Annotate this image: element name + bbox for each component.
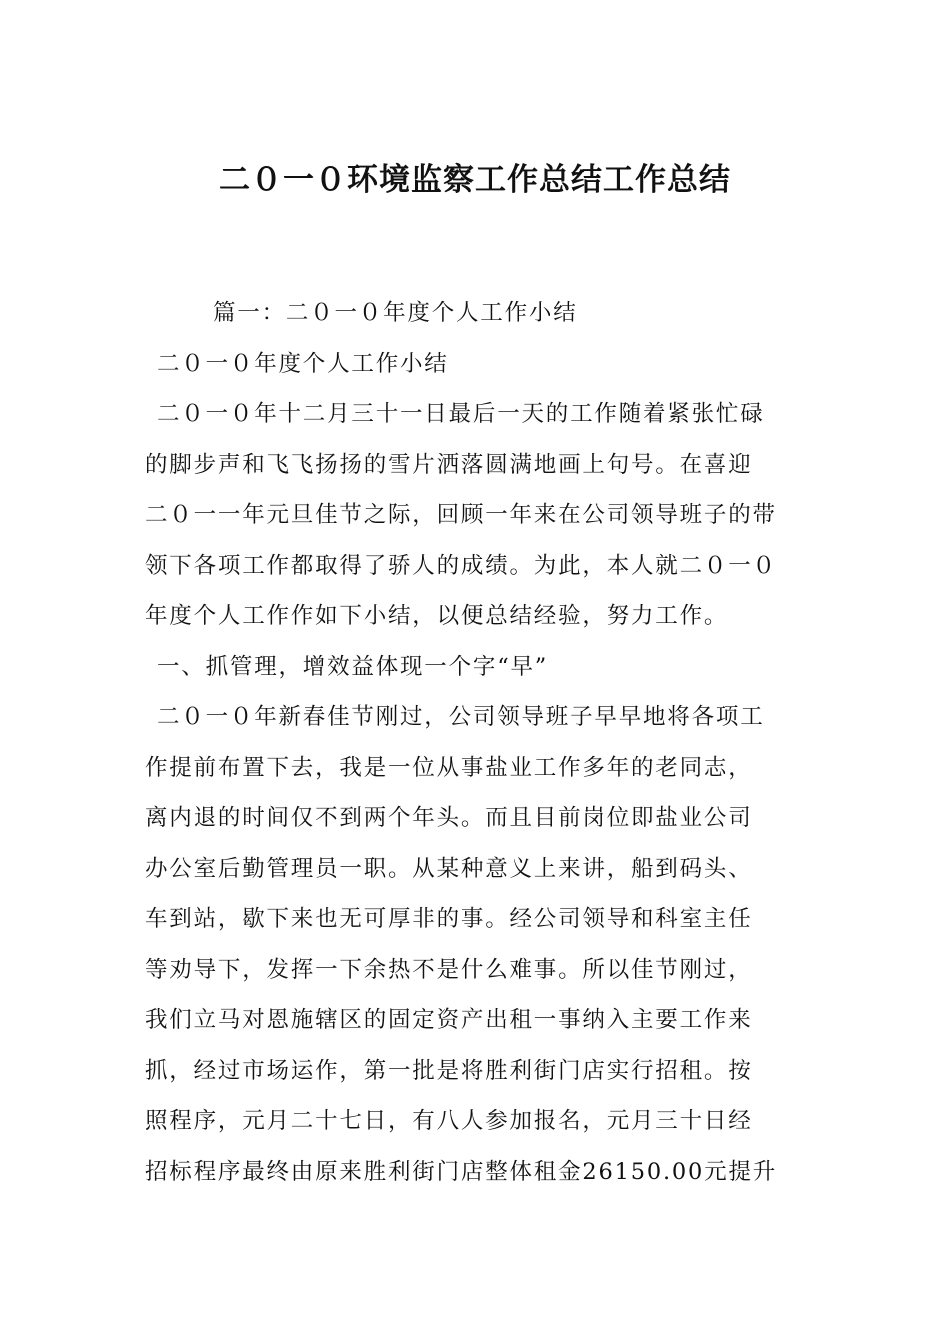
document-title: 二０一０环境监察工作总结工作总结 xyxy=(219,162,731,198)
paragraph-line: 年度个人工作作如下小结，以便总结经验，努力工作。 xyxy=(145,603,729,629)
paragraph-line: 的脚步声和飞飞扬扬的雪片洒落圆满地画上句号。在喜迎 xyxy=(145,451,753,478)
paragraph-line: 照程序，元月二十七日，有八人参加报名，元月三十日经 xyxy=(145,1108,753,1134)
subheading-line: 二０一０年度个人工作小结 xyxy=(157,350,449,377)
paragraph-line: 二０一一年元旦佳节之际，回顾一年来在公司领导班子的带 xyxy=(145,502,777,528)
paragraph-line: 抓，经过市场运作，第一批是将胜利街门店实行招租。按 xyxy=(145,1057,753,1084)
paragraph-line: 二０一０年十二月三十一日最后一天的工作随着紧张忙碌 xyxy=(157,401,765,427)
paragraph-line: 离内退的时间仅不到两个年头。而且目前岗位即盐业公司 xyxy=(145,805,753,831)
paragraph-line: 我们立马对恩施辖区的固定资产出租一事纳入主要工作来 xyxy=(145,1007,753,1033)
paragraph-line: 二０一０年新春佳节刚过，公司领导班子早早地将各项工 xyxy=(157,704,765,730)
paragraph-line: 招标程序最终由原来胜利街门店整体租金26150.00元提升 xyxy=(145,1158,778,1185)
paragraph-line: 作提前布置下去，我是一位从事盐业工作多年的老同志， xyxy=(145,754,753,781)
paragraph-line: 办公室后勤管理员一职。从某种意义上来讲，船到码头、 xyxy=(145,855,753,882)
paragraph-line: 领下各项工作都取得了骄人的成绩。为此，本人就二０一０ xyxy=(145,552,777,579)
document-body xyxy=(145,288,809,1197)
point-heading-line: 一、抓管理，增效益体现一个字“早” xyxy=(157,653,549,680)
paragraph-line: 等劝导下，发挥一下余热不是什么难事。所以佳节刚过， xyxy=(145,956,753,983)
paragraph-line: 车到站，歇下来也无可厚非的事。经公司领导和科室主任 xyxy=(145,906,753,932)
section-heading-line: 篇一：二０一０年度个人工作小结 xyxy=(213,300,578,326)
